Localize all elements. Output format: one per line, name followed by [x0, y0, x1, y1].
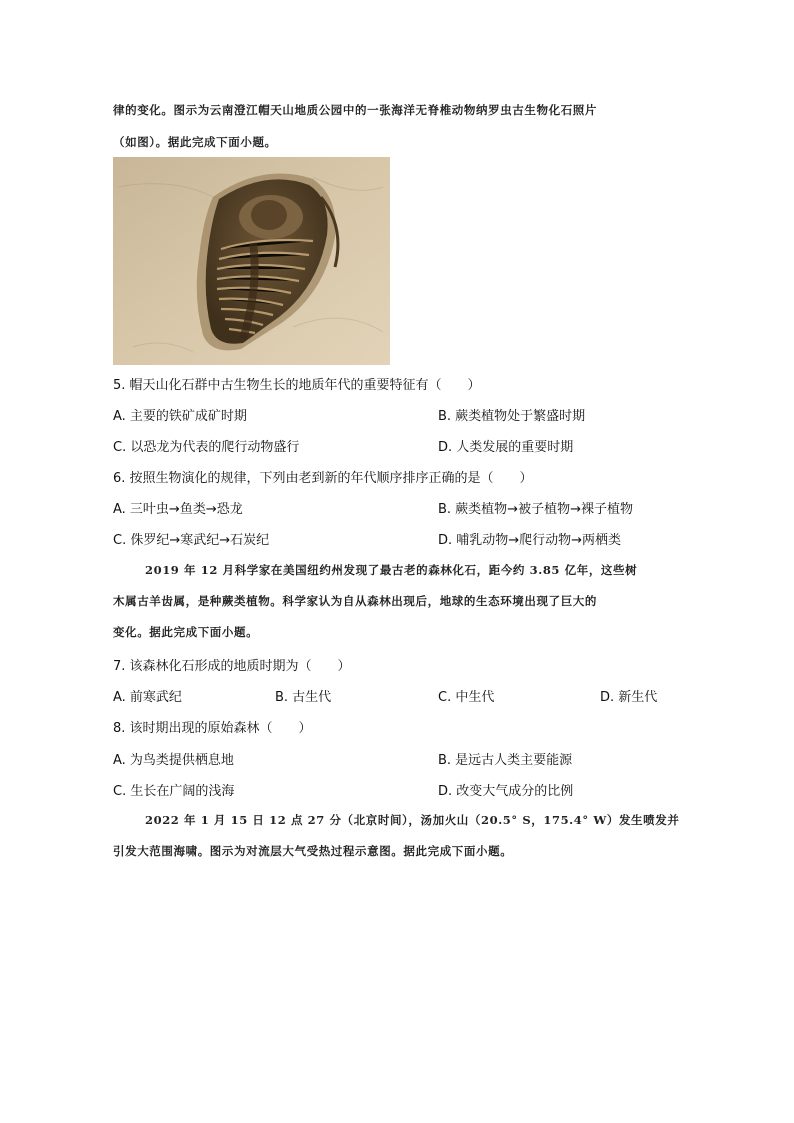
question-8-option-b[interactable]: B. 是远古人类主要能源 — [438, 753, 573, 768]
question-6-stem: 6. 按照生物演化的规律，下列由老到新的年代顺序排序正确的是（ ） — [113, 471, 533, 486]
question-5-stem: 5. 帽天山化石群中古生物生长的地质年代的重要特征有（ ） — [113, 378, 481, 393]
trilobite-fossil-photo — [113, 157, 390, 365]
intro-1-line-1: 律的变化。图示为云南澄江帽天山地质公园中的一张海洋无脊椎动物纳罗虫古生物化石照片 — [113, 103, 597, 117]
intro-2-line-2: 木属古羊齿属，是种蕨类植物。科学家认为自从森林出现后，地球的生态环境出现了巨大的 — [113, 594, 597, 608]
question-7-option-d[interactable]: D. 新生代 — [600, 690, 658, 705]
question-5-option-a[interactable]: A. 主要的铁矿成矿时期 — [113, 409, 247, 424]
question-6-option-d[interactable]: D. 哺乳动物→爬行动物→两栖类 — [438, 533, 622, 548]
question-7-option-a[interactable]: A. 前寒武纪 — [113, 690, 182, 705]
question-6-option-a[interactable]: A. 三叶虫→鱼类→恐龙 — [113, 502, 243, 517]
question-5-option-c[interactable]: C. 以恐龙为代表的爬行动物盛行 — [113, 440, 300, 455]
question-7-option-b[interactable]: B. 古生代 — [275, 690, 332, 705]
intro-3-line-2: 引发大范围海啸。图示为对流层大气受热过程示意图。据此完成下面小题。 — [113, 844, 513, 858]
intro-1-line-2: （如图）。据此完成下面小题。 — [113, 135, 277, 149]
question-7-stem: 7. 该森林化石形成的地质时期为（ ） — [113, 659, 351, 674]
question-7-option-c[interactable]: C. 中生代 — [438, 690, 495, 705]
question-6-option-c[interactable]: C. 侏罗纪→寒武纪→石炭纪 — [113, 533, 270, 548]
question-5-option-b[interactable]: B. 蕨类植物处于繁盛时期 — [438, 409, 586, 424]
intro-2-line-3: 变化。据此完成下面小题。 — [113, 625, 259, 639]
question-8-stem: 8. 该时期出现的原始森林（ ） — [113, 721, 312, 736]
question-8-option-c[interactable]: C. 生长在广阔的浅海 — [113, 784, 235, 799]
intro-3-line-1: 2022 年 1 月 15 日 12 点 27 分（北京时间），汤加火山（20.5° S，175.4° W）发生喷发并 — [145, 813, 680, 827]
question-6-option-b[interactable]: B. 蕨类植物→被子植物→裸子植物 — [438, 502, 633, 517]
question-8-option-a[interactable]: A. 为鸟类提供栖息地 — [113, 753, 234, 768]
question-8-option-d[interactable]: D. 改变大气成分的比例 — [438, 784, 574, 799]
question-5-option-d[interactable]: D. 人类发展的重要时期 — [438, 440, 574, 455]
intro-2-line-1: 2019 年 12 月科学家在美国纽约州发现了最古老的森林化石，距今约 3.85 亿年，这些树 — [145, 563, 638, 577]
